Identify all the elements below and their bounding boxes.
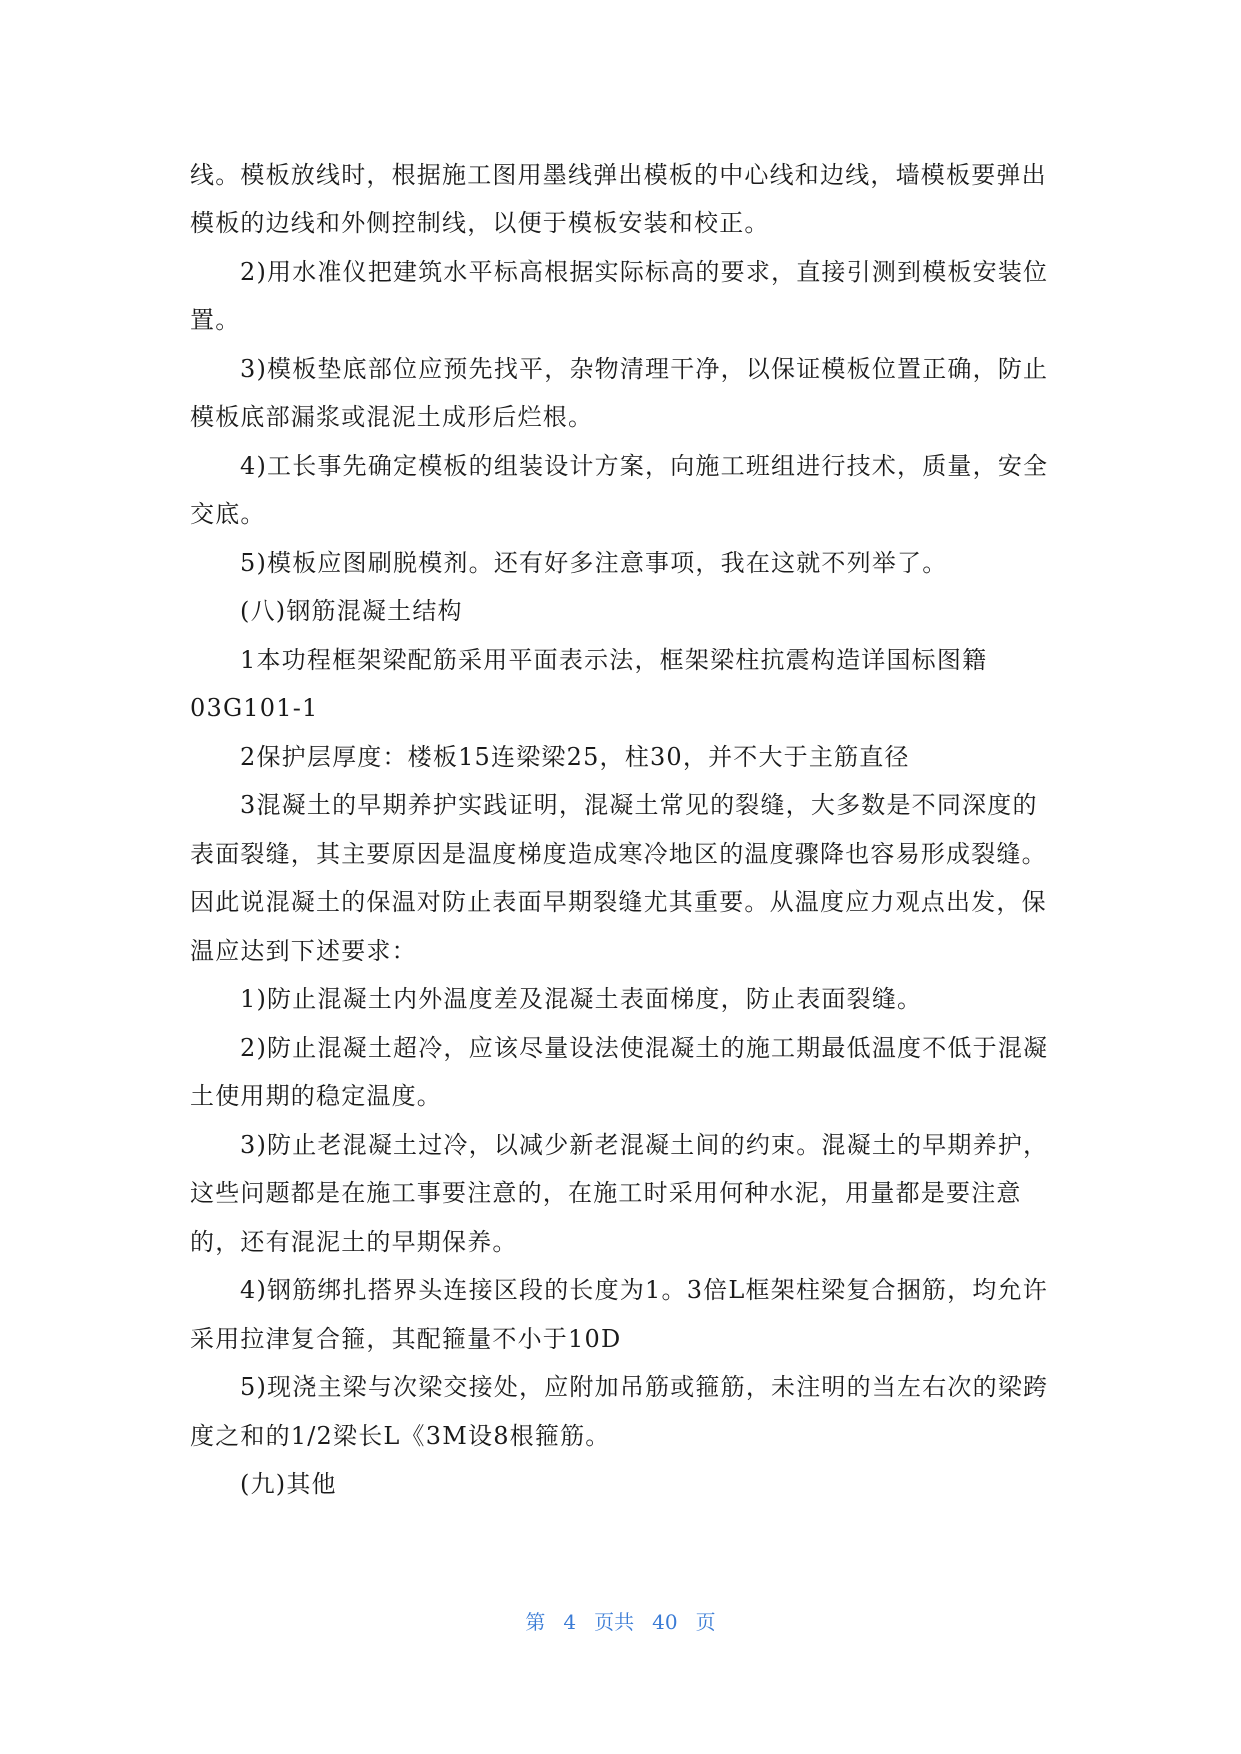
page-label-suffix: 页 <box>695 1610 716 1634</box>
text-line: 5)现浇主梁与次梁交接处，应附加吊筋或箍筋，未注明的当左右次的梁跨 <box>240 1373 1049 1401</box>
text-line: 4)工长事先确定模板的组装设计方案，向施工班组进行技术，质量，安全 <box>240 452 1049 480</box>
text-line: 03G101-1 <box>190 694 319 722</box>
text-line: 交底。 <box>190 500 266 528</box>
text-line: 2)防止混凝土超冷，应该尽量设法使混凝土的施工期最低温度不低于混凝 <box>240 1034 1049 1062</box>
text-line: 采用拉津复合箍，其配箍量不小于10D <box>190 1325 622 1353</box>
text-line: 4)钢筋绑扎搭界头连接区段的长度为1。3倍L框架柱梁复合捆筋，均允许 <box>240 1276 1048 1304</box>
text-line: 度之和的1/2梁长L《3M设8根箍筋。 <box>190 1422 611 1450</box>
text-line: 1本功程框架梁配筋采用平面表示法，框架梁柱抗震构造详国标图籍 <box>240 646 988 674</box>
text-line: 温应达到下述要求： <box>190 937 417 965</box>
section-heading: (九)其他 <box>240 1470 337 1498</box>
text-line: 因此说混凝土的保温对防止表面早期裂缝尤其重要。从温度应力观点出发，保 <box>190 888 1047 916</box>
text-line: 这些问题都是在施工事要注意的，在施工时采用何种水泥，用量都是要注意 <box>190 1179 1022 1207</box>
text-line: 模板底部漏浆或混泥土成形后烂根。 <box>190 403 594 431</box>
text-line: 的，还有混泥土的早期保养。 <box>190 1228 518 1256</box>
text-line: 置。 <box>190 306 241 334</box>
text-line: 3)防止老混凝土过冷，以减少新老混凝土间的约束。混凝土的早期养护， <box>240 1131 1049 1159</box>
text-line: 1)防止混凝土内外温度差及混凝土表面梯度，防止表面裂缝。 <box>240 985 923 1013</box>
text-line: 表面裂缝，其主要原因是温度梯度造成寒冷地区的温度骤降也容易形成裂缝。 <box>190 840 1047 868</box>
text-line: 线。模板放线时，根据施工图用墨线弹出模板的中心线和边线，墙模板要弹出 <box>190 161 1047 189</box>
text-line: 土使用期的稳定温度。 <box>190 1082 442 1110</box>
text-line: 2)用水准仪把建筑水平标高根据实际标高的要求，直接引测到模板安装位 <box>240 258 1049 286</box>
section-heading: (八)钢筋混凝土结构 <box>240 597 463 625</box>
text-line: 模板的边线和外侧控制线，以便于模板安装和校正。 <box>190 209 770 237</box>
text-line: 3混凝土的早期养护实践证明，混凝土常见的裂缝，大多数是不同深度的 <box>240 791 1038 819</box>
current-page-number: 4 <box>563 1610 577 1634</box>
text-line: 5)模板应图刷脱模剂。还有好多注意事项，我在这就不列举了。 <box>240 549 948 577</box>
page-label-mid: 页共 <box>594 1610 635 1634</box>
total-pages-number: 40 <box>652 1610 678 1634</box>
text-line: 3)模板垫底部位应预先找平，杂物清理干净，以保证模板位置正确，防止 <box>240 355 1049 383</box>
page-footer <box>0 1606 1241 1635</box>
page-label-prefix: 第 <box>525 1610 546 1634</box>
text-line: 2保护层厚度：楼板15连梁梁25，柱30，并不大于主筋直径 <box>240 743 910 771</box>
